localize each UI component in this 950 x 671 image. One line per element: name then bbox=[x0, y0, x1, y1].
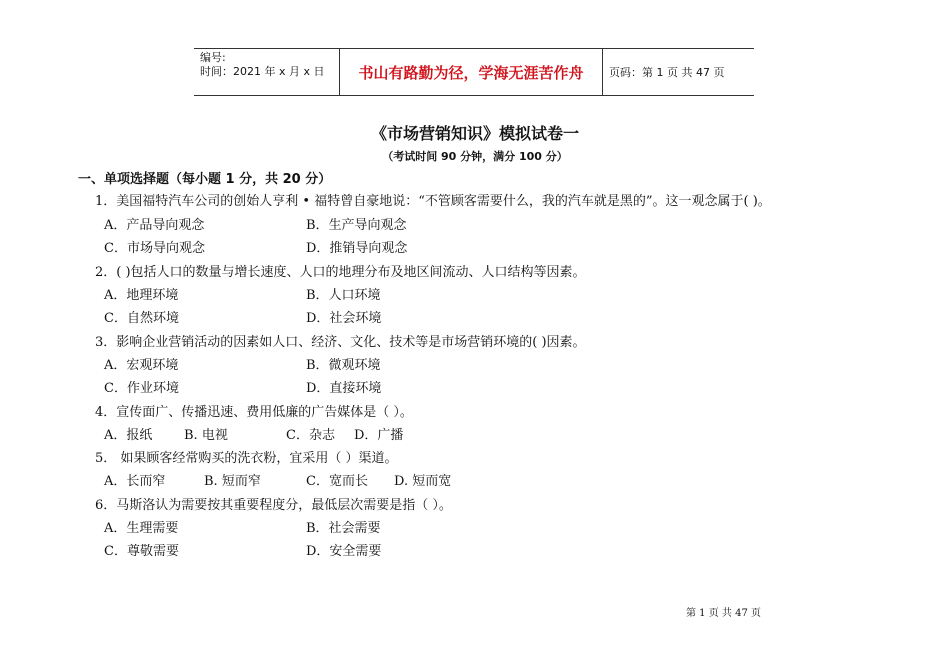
header-meta bbox=[194, 49, 340, 95]
option: B. 短而窄 bbox=[204, 474, 261, 489]
option: B．社会需要 bbox=[306, 521, 381, 536]
option: B．微观环境 bbox=[306, 358, 381, 373]
option: D．广播 bbox=[354, 428, 404, 443]
option: C．作业环境 bbox=[104, 381, 179, 396]
option: B. 电视 bbox=[184, 428, 228, 443]
option: D．直接环境 bbox=[306, 381, 382, 396]
option: A．长而窄 bbox=[104, 474, 166, 489]
question-1: 1．美国福特汽车公司的创始人亨利 • 福特曾自豪地说：“不管顾客需要什么，我的汽车就是黑的”。这一观念属于( )。 bbox=[95, 194, 771, 209]
motto: 书山有路勤为径，学海无涯苦作舟 bbox=[340, 49, 603, 95]
question-4: 4．宣传面广、传播迅速、费用低廉的广告媒体是（ ）。 bbox=[95, 405, 413, 420]
question-2: 2．( )包括人口的数量与增长速度、人口的地理分布及地区间流动、人口结构等因素。 bbox=[95, 265, 586, 280]
question-6: 6．马斯洛认为需要按其重要程度分，最低层次需要是指（ ）。 bbox=[95, 498, 452, 513]
time-label: 时间：2021 年 x 月 x 日 bbox=[200, 65, 325, 78]
option: A．地理环境 bbox=[104, 288, 179, 303]
exam-title: 《市场营销知识》模拟试卷一 bbox=[370, 124, 579, 143]
question-3: 3．影响企业营销活动的因素如人口、经济、文化、技术等是市场营销环境的( )因素。 bbox=[95, 335, 586, 350]
option: B．人口环境 bbox=[306, 288, 381, 303]
option: C．自然环境 bbox=[104, 311, 179, 326]
option: C．杂志 bbox=[286, 428, 335, 443]
exam-subtitle: （考试时间 90 分钟，满分 100 分） bbox=[382, 150, 568, 163]
option: D．推销导向观念 bbox=[306, 241, 408, 256]
option: A．报纸 bbox=[104, 428, 153, 443]
number-label: 编号: bbox=[200, 51, 226, 64]
section-heading: 一、单项选择题（每小题 1 分，共 20 分） bbox=[78, 172, 332, 187]
option: C．宽而长 bbox=[306, 474, 368, 489]
page-footer: 第 1 页 共 47 页 bbox=[686, 608, 761, 619]
option: A．产品导向观念 bbox=[104, 218, 205, 233]
option: D. 短而宽 bbox=[394, 474, 452, 489]
option: D．社会环境 bbox=[306, 311, 382, 326]
option: C．市场导向观念 bbox=[104, 241, 205, 256]
page-label: 页码：第 1 页 共 47 页 bbox=[609, 66, 725, 79]
option: C．尊敬需要 bbox=[104, 544, 179, 559]
header-table bbox=[194, 48, 754, 96]
option: A．生理需要 bbox=[104, 521, 179, 536]
option: D．安全需要 bbox=[306, 544, 382, 559]
option: A．宏观环境 bbox=[104, 358, 179, 373]
question-5: 5． 如果顾客经常购买的洗衣粉，宜采用（ ）渠道。 bbox=[95, 451, 398, 466]
option: B．生产导向观念 bbox=[306, 218, 407, 233]
